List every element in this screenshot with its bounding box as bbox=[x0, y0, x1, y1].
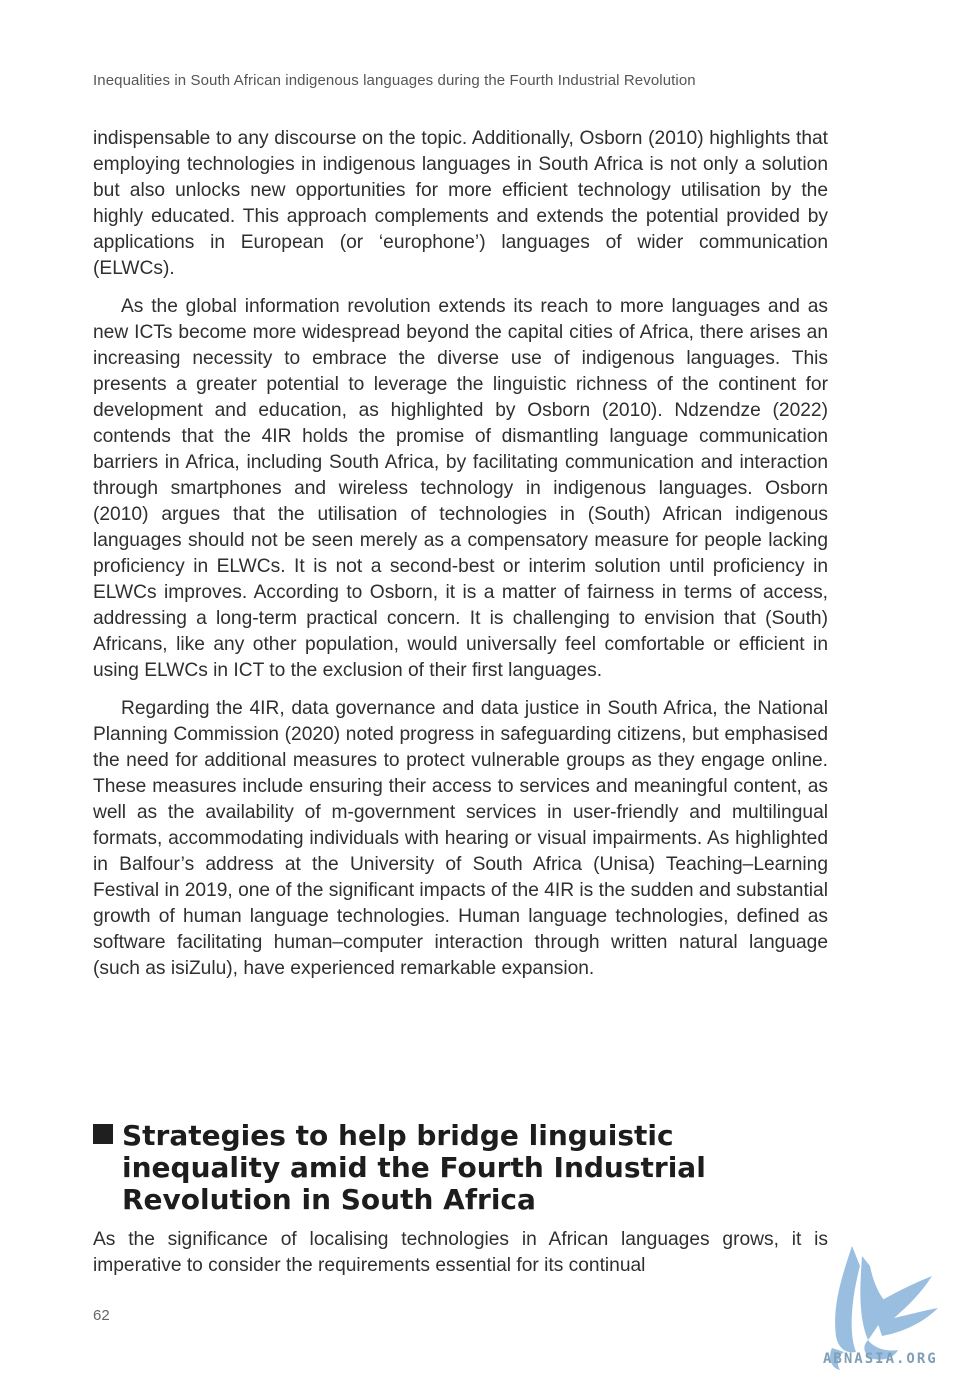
section-paragraph: As the significance of localising technologies in African languages grows, it is imperative to consider the requirements essential for its continual bbox=[93, 1229, 828, 1276]
heading-square-icon bbox=[93, 1124, 113, 1144]
paragraph-2: As the global information revolution extends its reach to more languages and as new ICTs become more widespread beyond the capital cities of Africa, there arises an increasing necessity to embrace the diverse use of indigenous languages. This presents a greater potential to leverage the linguistic richness of the continent for development and education, as highlighted by Osborn (2010). Ndzendze (2022) contends that the 4IR holds the promise of dismantling language communication barriers in Africa, including South Africa, by facilitating communication and interaction through smartphones and wireless technology in indigenous languages. Osborn (2010) argues that the utilisation of technologies in (South) African indigenous languages should not be seen merely as a compensatory measure for people lacking proficiency in ELWCs. It is not a second-best or interim solution until proficiency in ELWCs improves. According to Osborn, it is a matter of fairness in terms of access, addressing a long-term practical concern. It is challenging to envision that (South) Africans, like any other population, would universally feel comfortable or efficient in using ELWCs in ICT to the exclusion of their first languages. bbox=[93, 296, 828, 681]
paragraph-3: Regarding the 4IR, data governance and data justice in South Africa, the National Planning Commission (2020) noted progress in safeguarding citizens, but emphasised the need for additional measures to protect vulnerable groups as they engage online. These measures include ensuring their access to services and meaningful content, as well as the availability of m-government services in user-friendly and multilingual formats, accommodating individuals with hearing or visual impairments. As highlighted in Balfour’s address at the University of South Africa (Unisa) Teaching–Learning Festival in 2019, one of the significant impacts of the 4IR is the sudden and substantial growth of human language technologies. Human language technologies, defined as software facilitating human–computer interaction through written natural language (such as isiZulu), have experienced remarkable expansion. bbox=[93, 698, 828, 979]
heading-line-2: inequality amid the Fourth Industrial bbox=[122, 1151, 706, 1184]
heading-line-1: Strategies to help bridge linguistic bbox=[122, 1119, 674, 1152]
page-number: 62 bbox=[93, 1307, 110, 1324]
running-head: Inequalities in South African indigenous languages during the Fourth Industrial Revolution bbox=[93, 72, 696, 89]
section-heading bbox=[93, 1120, 793, 1216]
body-text bbox=[93, 126, 828, 994]
heading-line-3: Revolution in South Africa bbox=[122, 1183, 536, 1216]
section-body bbox=[93, 1227, 828, 1279]
section-heading-title bbox=[122, 1120, 793, 1216]
watermark-text: ABNASIA.ORG bbox=[823, 1351, 938, 1367]
paragraph-1: indispensable to any discourse on the topic. Additionally, Osborn (2010) highlights that employing technologies in indigenous languages in South Africa is not only a solution but also unlocks new opportunities for more efficient technology utilisation by the highly educated. This approach complements and extends the potential provided by applications in European (or ‘europhone’) languages of wider communication (ELWCs). bbox=[93, 128, 828, 279]
